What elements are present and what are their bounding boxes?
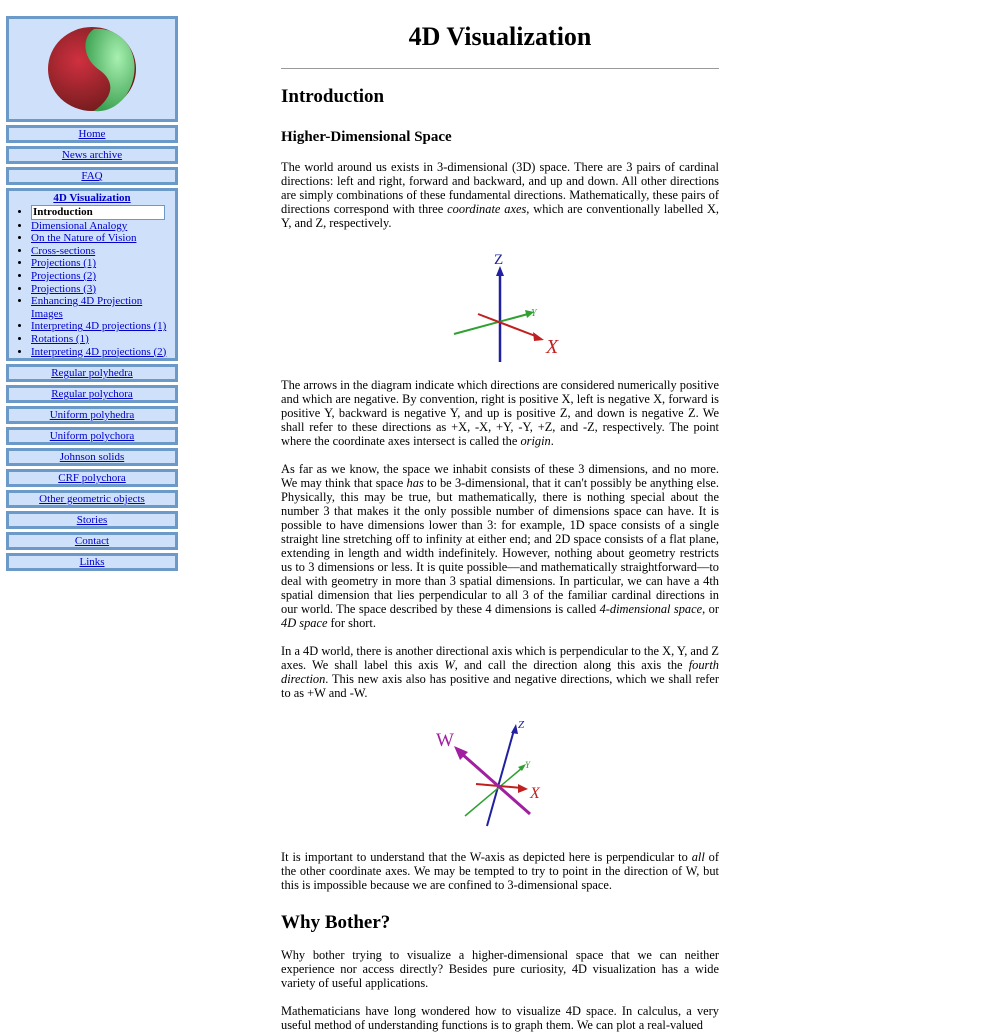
paragraph: The world around us exists in 3-dimensional (3D) space. There are 3 pairs of cardinal directions: left and right, forward and backward, and up and down. All other directions are simply combinations of these fundamental directions. Mathematically, these pairs of directions correspond with three coordinate axes, which are conventionally labelled X, Y, and Z, respectively.	[281, 160, 720, 230]
nav-item-uniform-polychora[interactable]	[6, 427, 178, 445]
figure-4d-axes	[281, 716, 719, 836]
nav-link[interactable]: Links	[79, 556, 105, 569]
axis-label-x: X	[546, 336, 559, 358]
nav-link[interactable]: News archive	[61, 149, 123, 161]
figure-3d-axes	[281, 244, 719, 364]
axis-label-w: W	[436, 730, 454, 751]
nav-link[interactable]: CRF polychora	[58, 472, 126, 485]
nav-item-stories[interactable]	[6, 511, 178, 529]
nav-subitem[interactable]: • Interpreting 4D projections (1)	[31, 320, 175, 333]
site-logo[interactable]	[6, 16, 178, 122]
paragraph: Why bother trying to visualize a higher-dimensional space that we can neither experience nor access directly? Besides pure curiosity, 4D visualization has a wide variety of useful applications.	[281, 948, 719, 990]
nav-link[interactable]: Regular polychora	[51, 388, 133, 401]
nav-link[interactable]: Contact	[74, 535, 110, 548]
nav-item-home[interactable]	[6, 125, 178, 143]
section-heading-introduction: Introduction	[281, 86, 385, 107]
nav-link[interactable]: Uniform polychora	[49, 430, 135, 443]
page-title: 4D Visualization	[408, 22, 592, 51]
nav-item-regular-polyhedra[interactable]	[6, 364, 178, 382]
nav-link[interactable]: Regular polyhedra	[51, 367, 133, 380]
nav-subitem[interactable]: • Cross-sections	[31, 245, 175, 258]
axes-3d-diagram	[430, 244, 570, 364]
nav-link[interactable]: Stories	[76, 514, 108, 527]
subsection-heading-higher-dimensional-space: Higher-Dimensional Space	[281, 129, 452, 145]
axis-label-z: Z	[494, 252, 504, 268]
nav-subitem[interactable]: • Projections (1)	[31, 257, 175, 270]
logo-icon	[42, 23, 142, 115]
nav-subitem[interactable]: • Dimensional Analogy	[31, 220, 175, 233]
nav-group-4d-visualization	[6, 188, 178, 361]
nav-link[interactable]: Other geometric objects	[39, 493, 145, 506]
axis-label-z: Z	[518, 719, 525, 731]
nav-link[interactable]: Uniform polyhedra	[49, 409, 135, 422]
paragraph: Mathematicians have long wondered how to visualize 4D space. In calculus, a very useful method of understanding functions is to graph them. We can plot a real-valued	[281, 1004, 719, 1032]
paragraph: As far as we know, the space we inhabit consists of these 3 dimensions, and no more. We may think that space has to be 3-dimensional, that it can't possibly be anything else. Physically, this may be true, but mathematically, there is nothing special about the number 3 that makes it the only possible number of dimensions space can have. It is possible to have dimensions lower than 3: for example, 1D space consists of a single straight line stretching off to infinity at either end; and 2D space consists of a flat plane, extending in length and width indefinitely. However, nothing about geometry restricts us to 3 dimensions or less. It is quite possible—and mathematically straightforward—to deal with geometry in more than 3 spatial dimensions. In particular, we can have a 4th spatial dimension that lies perpendicular to all 3 of the familiar cardinal directions in our world. The space described by these 4 dimensions is called 4-dimensional space, or 4D space for short.	[281, 462, 720, 630]
nav-item-faq[interactable]	[6, 167, 178, 185]
sidebar-nav	[6, 16, 178, 571]
paragraph: It is important to understand that the W-axis as depicted here is perpendicular to all of the other coordinate axes. We may be tempted to try to point in the direction of W, but this is impossible because we are confined to 3-dimensional space.	[281, 850, 719, 892]
axis-label-y: Y	[525, 760, 531, 770]
title-divider	[281, 68, 719, 69]
nav-link[interactable]: FAQ	[81, 170, 103, 182]
nav-item-crf-polychora[interactable]	[6, 469, 178, 487]
nav-subitem[interactable]: • Projections (2)	[31, 270, 175, 283]
nav-item-uniform-polyhedra[interactable]	[6, 406, 178, 424]
nav-subitem[interactable]: • Interpreting 4D projections (2)	[31, 346, 175, 359]
nav-item-links[interactable]	[6, 553, 178, 571]
nav-group-title[interactable]: 4D Visualization	[53, 192, 131, 204]
axis-label-x: X	[530, 785, 540, 802]
axis-label-y: Y	[531, 308, 537, 319]
axes-4d-diagram	[430, 716, 570, 836]
nav-subitem[interactable]: • Enhancing 4D Projection Images	[31, 295, 175, 320]
paragraph: In a 4D world, there is another directional axis which is perpendicular to the X, Y, and Z axes. We shall label this axis W, and call the direction along this axis the fourth direction. This new axis also has positive and negative directions, which we shall refer to as +W and -W.	[281, 644, 719, 700]
nav-item-johnson-solids[interactable]	[6, 448, 178, 466]
nav-item-contact[interactable]	[6, 532, 178, 550]
nav-subitem-current: • Introduction	[31, 205, 175, 220]
nav-subitem[interactable]: • Rotations (1)	[31, 333, 175, 346]
nav-item-news-archive[interactable]	[6, 146, 178, 164]
main-content	[281, 20, 719, 1032]
nav-link[interactable]: Johnson solids	[59, 451, 125, 464]
nav-subitem[interactable]: • Projections (3)	[31, 283, 175, 296]
nav-subitem[interactable]: • On the Nature of Vision	[31, 232, 175, 245]
nav-item-regular-polychora[interactable]	[6, 385, 178, 403]
paragraph: The arrows in the diagram indicate which directions are considered numerically positive and which are negative. By convention, right is positive X, left is negative X, forward is positive Y, backward is negative Y, and up is positive Z, and down is negative Z. We shall refer to these directions as +X, -X, +Y, -Y, +Z, and -Z, respectively. The point where the coordinate axes intersect is called the origin.	[281, 378, 719, 448]
section-heading-why-bother: Why Bother?	[281, 912, 391, 933]
nav-link[interactable]: Home	[78, 128, 106, 140]
nav-item-other-geometric-objects[interactable]	[6, 490, 178, 508]
